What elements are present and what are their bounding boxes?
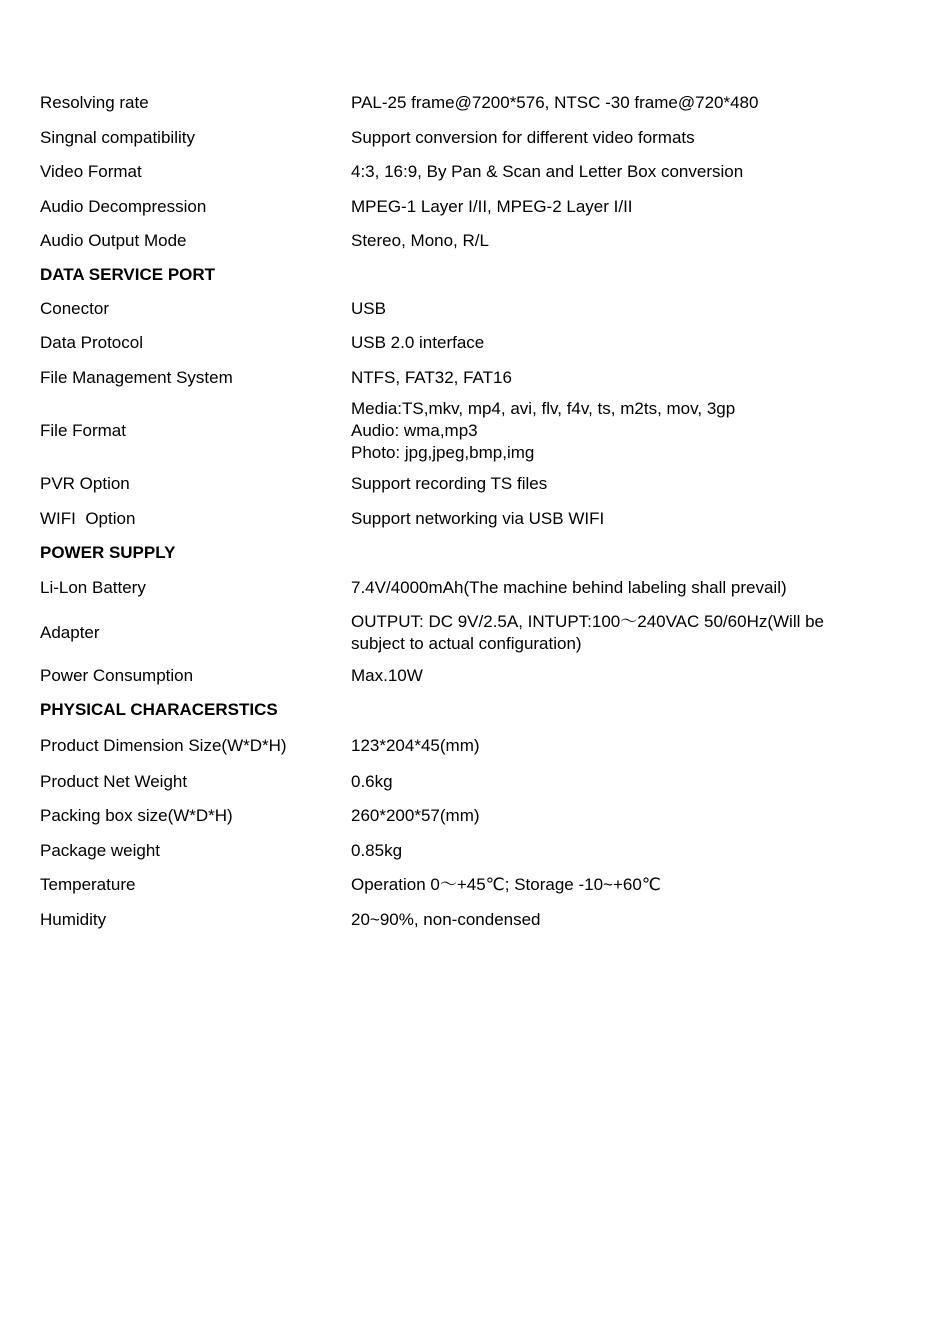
spec-value (351, 611, 900, 655)
spec-row-signal-compatibility (40, 121, 900, 156)
spec-label: Power Consumption (40, 666, 194, 686)
spec-label: Package weight (40, 840, 161, 860)
spec-value: 7.4V/4000mAh(The machine behind labeling shall prevail) (351, 578, 787, 597)
spec-value: 0.85kg (351, 840, 403, 860)
spec-value: Stereo, Mono, R/L (351, 231, 489, 251)
spec-row-packing-box-size (40, 799, 900, 834)
file-format-media-line: Media:TS,mkv, mp4, avi, flv, f4v, ts, m2ts, mov, 3gp (351, 399, 736, 418)
spec-label: PVR Option (40, 474, 130, 494)
spec-row-product-dimension (40, 727, 900, 765)
spec-value: Support conversion for different video formats (351, 127, 695, 147)
spec-row-humidity (40, 903, 900, 938)
spec-label: Resolving rate (40, 93, 149, 113)
section-header-physical (40, 694, 900, 727)
spec-label: WIFI Option (40, 508, 136, 528)
section-header-power-supply (40, 536, 900, 569)
spec-row-resolving-rate (40, 86, 900, 121)
spec-label: Adapter (40, 623, 100, 642)
spec-row-audio-output-mode (40, 224, 900, 259)
spec-value: 4:3, 16:9, By Pan & Scan and Letter Box conversion (351, 162, 744, 182)
spec-label: Product Net Weight (40, 771, 188, 791)
spec-row-temperature (40, 868, 900, 903)
spec-value: Support networking via USB WIFI (351, 508, 605, 528)
spec-value: 123*204*45(mm) (351, 735, 480, 755)
spec-label: Humidity (40, 909, 107, 929)
spec-value: PAL-25 frame@7200*576, NTSC -30 frame@720*480 (351, 93, 759, 113)
spec-value: USB (351, 298, 386, 318)
spec-label: Li-Lon Battery (40, 578, 146, 597)
spec-label: Product Dimension Size(W*D*H) (40, 735, 287, 755)
spec-label: Packing box size(W*D*H) (40, 806, 233, 826)
spec-sheet (40, 86, 900, 937)
spec-value: USB 2.0 interface (351, 333, 485, 353)
spec-row-file-management-system (40, 361, 900, 396)
spec-value: Max.10W (351, 666, 423, 686)
spec-value (351, 398, 900, 464)
file-format-audio-line: Audio: wma,mp3 (351, 421, 478, 440)
spec-label: Singnal compatibility (40, 127, 195, 147)
spec-label: Video Format (40, 162, 142, 182)
section-title: PHYSICAL CHARACERSTICS (40, 700, 278, 719)
spec-label: Temperature (40, 875, 136, 895)
adapter-line-1: OUTPUT: DC 9V/2.5A, INTUPT:100～240VAC 50/60Hz(Will be (351, 612, 825, 631)
spec-label: Data Protocol (40, 333, 143, 353)
section-title: POWER SUPPLY (40, 542, 176, 562)
spec-row-battery (40, 569, 900, 607)
spec-label: Audio Decompression (40, 196, 207, 216)
spec-value: MPEG-1 Layer I/II, MPEG-2 Layer I/II (351, 196, 633, 216)
spec-value: Support recording TS files (351, 474, 548, 494)
spec-label: Conector (40, 298, 109, 318)
spec-label: File Format (40, 421, 126, 440)
spec-row-video-format (40, 155, 900, 190)
spec-value: 20~90%, non-condensed (351, 909, 541, 929)
spec-row-data-protocol (40, 326, 900, 361)
spec-row-adapter (40, 607, 900, 659)
spec-row-net-weight (40, 765, 900, 800)
spec-label: File Management System (40, 367, 233, 387)
spec-value: 260*200*57(mm) (351, 806, 480, 826)
spec-label: Audio Output Mode (40, 231, 187, 251)
spec-value: NTFS, FAT32, FAT16 (351, 367, 512, 387)
spec-row-package-weight (40, 834, 900, 869)
section-header-data-service (40, 259, 900, 292)
spec-value: Operation 0～+45℃; Storage -10~+60℃ (351, 875, 661, 895)
section-title: DATA SERVICE PORT (40, 265, 216, 284)
spec-row-file-format (40, 395, 900, 467)
spec-value: 0.6kg (351, 771, 393, 791)
spec-row-power-consumption (40, 659, 900, 694)
spec-row-pvr-option (40, 467, 900, 502)
spec-row-wifi-option (40, 502, 900, 537)
spec-row-connector (40, 292, 900, 327)
adapter-line-2: subject to actual configuration) (351, 634, 582, 653)
file-format-photo-line: Photo: jpg,jpeg,bmp,img (351, 443, 535, 462)
spec-row-audio-decompression (40, 190, 900, 225)
